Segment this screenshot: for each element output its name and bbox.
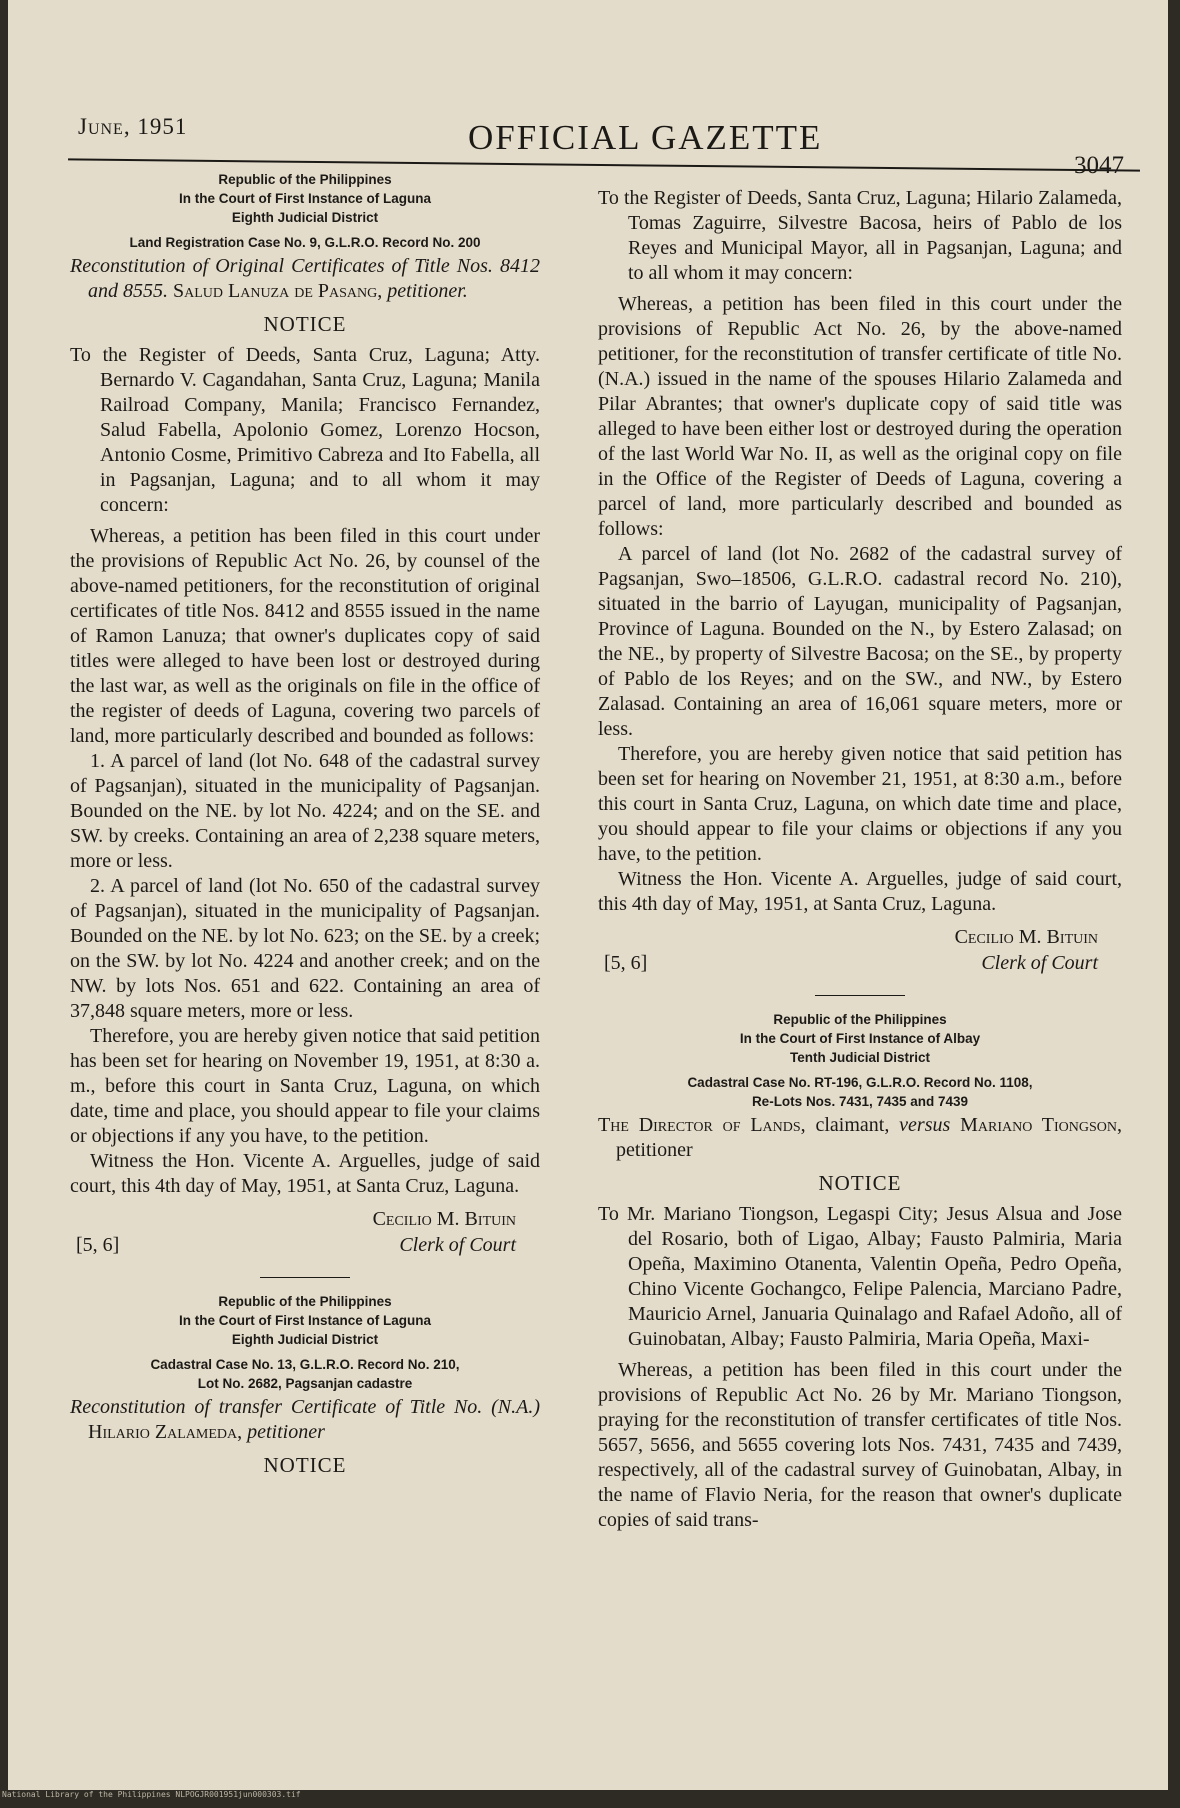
body-paragraph: Whereas, a petition has been filed in this court under the provisions of Republic Act No. 26 by Mr. Mariano Tiongson, praying for the reconstitution of transfer certificates of title Nos. 5657, 5656, and 5655 covering lots Nos. 7431, 7435 and 7439, respectively, all of the cadastral survey of Guinobatan, Albay, in the name of Flavio Neria, for the reason that owner's duplicate copies of said trans- [598,1359,1122,1531]
signer-title: Clerk of Court [981,952,1098,974]
issue-ref: [5, 6] [76,1234,120,1256]
notice-laguna-zalameda [70,1292,540,1478]
issue-ref: [5, 6] [604,952,648,974]
case-number: Cadastral Case No. 13, G.L.R.O. Record No. 210, Lot No. 2682, Pagsanjan cadastre [150,1357,460,1391]
notice-laguna-lanuza [70,170,540,1263]
right-column [598,186,1122,1533]
notice-heading: NOTICE [263,1453,347,1477]
case-number: Cadastral Case No. RT-196, G.L.R.O. Record No. 1108, Re-Lots Nos. 7431, 7435 and 7439 [687,1075,1033,1109]
body-paragraph: Witness the Hon. Vicente A. Arguelles, judge of said court, this 4th day of May, 1951, at Santa Cruz, Laguna. [70,1150,540,1197]
addressees: To the Register of Deeds, Santa Cruz, Laguna; Atty. Bernardo V. Cagandahan, Santa Cruz, Laguna; Manila Railroad Company, Manila; Francisco Fernandez, Salud Fabella, Apolonio Gomez, Lorenzo Hocson, Antonio Cosme, Primitivo Cabreza and Ito Fabella, all in Pagsanjan, Laguna; and to all whom it may concern: [70,344,540,516]
body-paragraph: Therefore, you are hereby given notice that said petition has been set for hearing on November 21, 1951, at 8:30 a.m., before this court in Santa Cruz, Laguna, on which date time and place, you should appear to file your claims or objections if any you have, to the petition. [598,743,1122,865]
addressees: To the Register of Deeds, Santa Cruz, Laguna; Hilario Zalameda, Tomas Zaguirre, Silvestre Bacosa, heirs of Pablo de los Reyes and Municipal Mayor, all in Pagsanjan, Laguna; and to all whom it may concern: [598,187,1122,284]
case-caption: Reconstitution of Original Certificates of Title Nos. 8412 and 8555. Salud Lanuza de Pasang, petitioner. [70,255,540,302]
signer-title: Clerk of Court [399,1234,516,1256]
signer-name: Cecilio M. Bituin [954,926,1098,948]
case-caption: The Director of Lands, claimant, versus Mariano Tiongson, petitioner [598,1114,1123,1161]
signature-block [70,1207,540,1263]
case-number: Land Registration Case No. 9, G.L.R.O. Record No. 200 [129,235,481,250]
court-heading: Republic of the Philippines In the Court of First Instance of Laguna Eighth Judicial District [178,172,431,225]
notice-albay-tiongson [598,1010,1122,1533]
body-paragraph: Witness the Hon. Vicente A. Arguelles, judge of said court, this 4th day of May, 1951, at Santa Cruz, Laguna. [598,868,1122,915]
issue-date: June, 1951 [78,114,188,139]
notice-heading: NOTICE [818,1171,902,1195]
court-heading: Republic of the Philippines In the Court of First Instance of Laguna Eighth Judicial District [178,1294,431,1347]
gazette-page [8,0,1168,1790]
body-paragraph: A parcel of land (lot No. 2682 of the cadastral survey of Pagsanjan, Swo–18506, G.L.R.O. cadastral record No. 210), situated in the barrio of Layugan, municipality of Pagsanjan, Province of Laguna. Bounded on the N., by Estero Zalasad; on the NE., by property of Silvestre Bacosa; on the SE., by property of Pablo de los Reyes; and on the SW., and NW., by Estero Zalasad. Containing an area of 16,061 square meters, more or less. [598,543,1122,740]
body-paragraph: Therefore, you are hereby given notice that said petition has been set for hearing on November 19, 1951, at 8:30 a. m., before this court in Santa Cruz, Laguna, on which date, time and place, you should appear to file your claims or objections if any you have, to the petition. [70,1025,540,1147]
case-caption: Reconstitution of transfer Certificate of Title No. (N.A.) Hilario Zalameda, petitioner [70,1396,540,1443]
notice-heading: NOTICE [263,312,347,336]
signer-name: Cecilio M. Bituin [372,1208,516,1230]
body-paragraph: 1. A parcel of land (lot No. 648 of the cadastral survey of Pagsanjan), situated in the municipality of Pagsanjan. Bounded on the NE. by lot No. 4224; and on the SE. and SW. by creeks. Containing an area of 2,238 square meters, more or less. [70,750,540,872]
body-paragraph: Whereas, a petition has been filed in this court under the provisions of Republic Act No. 26, by the above-named petitioner, for the reconstitution of transfer certificate of title No. (N.A.) issued in the name of the spouses Hilario Zalameda and Pilar Abrantes; that owner's duplicate copy of said title was alleged to have been either lost or destroyed during the operation of the last World War No. II, as well as the original copy on file in the Office of the Register of Deeds of Laguna, covering a parcel of land, more particularly described and bounded as follows: [598,293,1122,540]
section-divider [260,1277,350,1278]
page-number: 3047 [1074,152,1124,179]
publication-title: OFFICIAL GAZETTE [468,118,823,157]
section-divider [815,995,905,996]
body-paragraph: 2. A parcel of land (lot No. 650 of the cadastral survey of Pagsanjan), situated in the municipality of Pagsanjan. Bounded on the NE. by lot No. 623; on the SE. by a creek; on the SW. by lot No. 4224 and another creek; and on the NW. by lots Nos. 651 and 622. Containing an area of 37,848 square meters, more or less. [70,875,540,1022]
signature-block [598,925,1122,981]
scan-footer: National Library of the Philippines NLPOGJR001951jun000303.tif [2,1790,301,1799]
page-header [68,112,1138,179]
addressees: To Mr. Mariano Tiongson, Legaspi City; Jesus Alsua and Jose del Rosario, both of Ligao, Albay; Fausto Palmiria, Maria Opeña, Maximino Otanenta, Valentin Opeña, Pedro Opeña, Chino Vicente Gochangco, Felipe Palencia, Marciano Padre, Mauricio Arnel, Januaria Quinalago and Rafael Adoño, all of Guinobatan, Albay; Fausto Palmiria, Maria Opeña, Maxi- [598,1203,1122,1350]
body-paragraph: Whereas, a petition has been filed in this court under the provisions of Republic Act No. 26, by counsel of the above-named petitioners, for the reconstitution of original certificates of title Nos. 8412 and 8555 issued in the name of Ramon Lanuza; that owner's duplicates copy of said titles were alleged to have been lost or destroyed during the last war, as well as the originals on file in the office of the register of deeds of Laguna, covering two parcels of land, more particularly described and bounded as follows: [70,525,540,747]
left-column [70,170,540,1484]
court-heading: Republic of the Philippines In the Court of First Instance of Albay Tenth Judicial District [739,1012,981,1065]
